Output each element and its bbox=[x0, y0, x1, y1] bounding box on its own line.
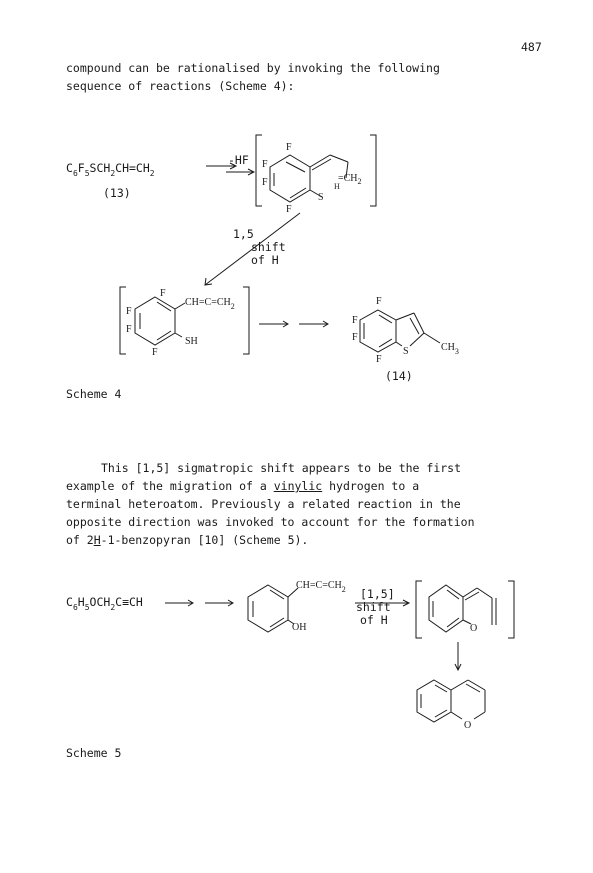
chromene-oxygen: O bbox=[464, 720, 472, 731]
int1-sulfur: S bbox=[318, 192, 324, 203]
intro-line: compound can be rationalised by invoking the following bbox=[66, 61, 440, 75]
int1-f-left2: F bbox=[262, 177, 268, 188]
int1-f-bottom: F bbox=[286, 204, 292, 215]
int1-f-top: F bbox=[286, 142, 292, 153]
int2-f-left2: F bbox=[126, 324, 132, 335]
product-methyl: $CH_3$ bbox=[441, 342, 459, 356]
int2-substituent: $CH=C=CH_2$ bbox=[185, 297, 235, 311]
product-f-bottom: F bbox=[376, 354, 382, 365]
int2-thiol: SH bbox=[185, 336, 198, 347]
shift-label-line: of H bbox=[251, 253, 279, 267]
intro-line: sequence of reactions (Scheme 4): bbox=[66, 79, 295, 93]
phenol-oh: OH bbox=[292, 622, 307, 633]
int2-f-top: F bbox=[160, 288, 166, 299]
scheme-4-caption: Scheme 4 bbox=[66, 387, 122, 401]
int1-hydrogen: H bbox=[334, 182, 340, 191]
para-line: opposite direction was invoked to account for the formation bbox=[66, 515, 475, 529]
scheme-5-caption: Scheme 5 bbox=[66, 746, 122, 760]
compound-label-13: (13) bbox=[103, 186, 131, 200]
scheme-5-shift-label: of H bbox=[360, 613, 388, 627]
para-line: example of the migration of a vinylic hydrogen to a bbox=[66, 479, 420, 493]
int2-f-bottom: F bbox=[152, 347, 158, 358]
product-f-left2: F bbox=[352, 332, 358, 343]
product-sulfur: S bbox=[403, 346, 409, 357]
para-line: of 2H-1-benzopyran [10] (Scheme 5). bbox=[66, 533, 309, 547]
reagent-13-formula: $C_6F_5SCH_2CH=CH_2$ bbox=[66, 161, 155, 178]
para-line: terminal heteroatom. Previously a related reaction in the bbox=[66, 497, 461, 511]
scheme-5-reagent-formula: $C_6H_5OCH_2C\equiv CH$ bbox=[66, 595, 143, 612]
shift-label-line: 1,5 bbox=[233, 227, 254, 241]
product-f-left1: F bbox=[352, 315, 358, 326]
int2-f-left1: F bbox=[126, 306, 132, 317]
shift-label-line: shift bbox=[251, 240, 286, 254]
scheme-5-shift-label: [1,5] bbox=[360, 587, 395, 601]
int1-f-left1: F bbox=[262, 159, 268, 170]
dienone-oxygen: O bbox=[470, 623, 478, 634]
int1-ch2: $=CH_2$ bbox=[338, 173, 362, 186]
scheme-5-shift-label: shift bbox=[356, 600, 391, 614]
condition-minus-hf: -HF bbox=[228, 153, 249, 167]
phenol-substituent: $CH=C=CH_2$ bbox=[296, 580, 346, 594]
para-line: This [1,5] sigmatropic shift appears to be the first bbox=[101, 461, 462, 475]
page-number: 487 bbox=[521, 40, 542, 54]
product-f-top: F bbox=[376, 296, 382, 307]
compound-label-14: (14) bbox=[385, 369, 413, 383]
